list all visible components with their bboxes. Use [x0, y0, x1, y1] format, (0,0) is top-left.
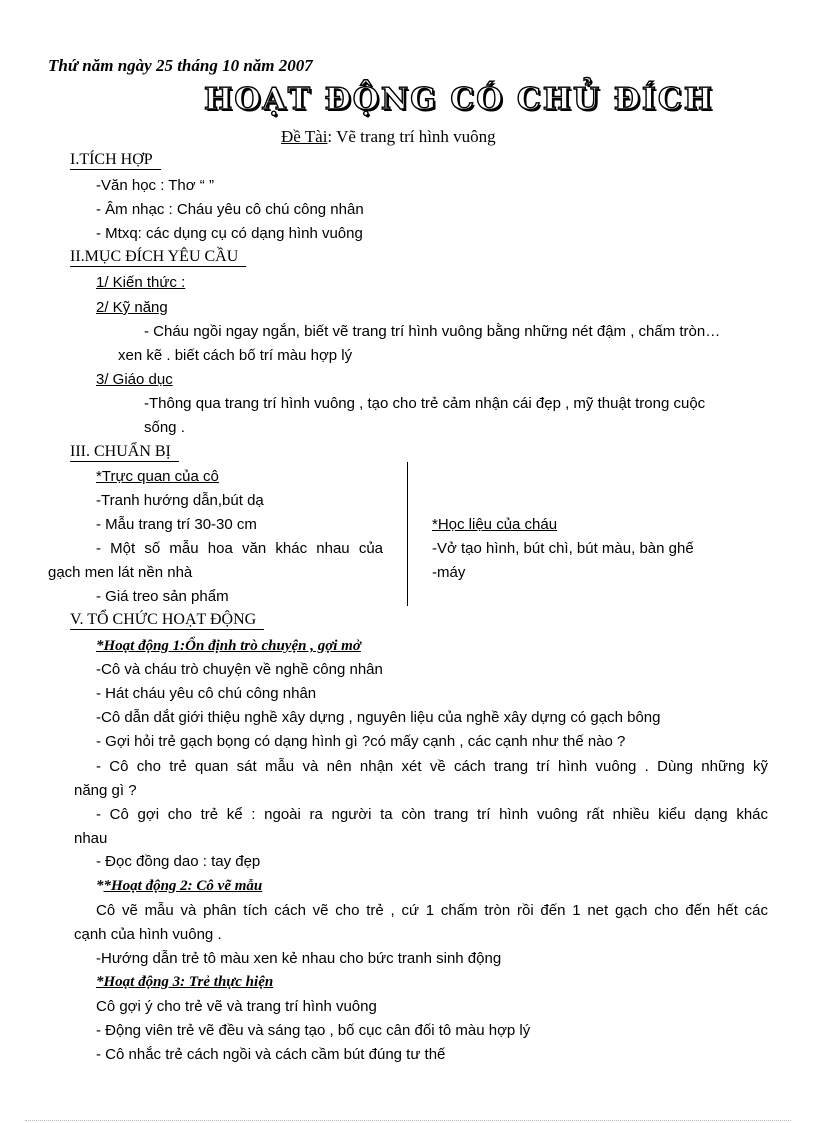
topic-label: Đề Tài	[281, 127, 328, 146]
date-line: Thứ năm ngày 25 tháng 10 năm 2007	[48, 56, 313, 75]
a1-line-5: - Cô cho trẻ quan sát mẫu và nên nhận xét về cách trang trí hình vuông . Dùng những kỹ	[96, 758, 768, 775]
activity-1-heading: *Hoạt động 1:Ổn định trò chuyện , gợi mở	[96, 638, 361, 654]
s2-skills-text-a: - Cháu ngồi ngay ngắn, biết vẽ trang trí hình vuông bằng những nét đậm , chấm tròn…	[144, 323, 721, 340]
topic-line	[281, 127, 496, 147]
s2-education-text-a: -Thông qua trang trí hình vuông , tạo cho trẻ cảm nhận cái đẹp , mỹ thuật trong cuộc	[144, 395, 706, 412]
a1-line-4: - Gợi hỏi trẻ gạch bọng có dạng hình gì ?có mấy cạnh , các cạnh như thế nào ?	[96, 733, 626, 750]
a1-line-7: - Cô gợi cho trẻ kể : ngoài ra người ta còn trang trí hình vuông rất nhiều kiểu dạng khác	[96, 806, 768, 823]
s2-education-text-b: sống .	[144, 419, 185, 436]
s3-left-item-2: - Mẫu trang trí 30-30 cm	[96, 516, 257, 533]
section-3-title: III. CHUẨN BỊ	[70, 442, 179, 462]
page-title-banner: HOẠT ĐỘNG CÓ CHỦ ĐÍCH	[204, 82, 715, 117]
s3-left-item-4: gạch men lát nền nhà	[48, 564, 193, 581]
activity-3-heading: *Hoạt động 3: Trẻ thực hiện	[96, 974, 274, 990]
s3-left-item-3: - Một số mẫu hoa văn khác nhau của	[96, 540, 383, 557]
column-divider	[407, 462, 408, 606]
section-2-title: II.MỤC ĐÍCH YÊU CẦU	[70, 247, 246, 267]
s3-left-item-1: -Tranh hướng dẫn,bút dạ	[96, 492, 264, 509]
a3-line-1: Cô gợi ý cho trẻ vẽ và trang trí hình vuông	[96, 998, 377, 1015]
page-bottom-border	[25, 1120, 791, 1121]
a1-line-6: năng gì ?	[74, 782, 137, 799]
a1-line-9: - Đọc đồng dao : tay đẹp	[96, 853, 261, 870]
section-5-title: V. TỔ CHỨC HOẠT ĐỘNG	[70, 610, 264, 630]
a1-line-1: -Cô và cháu trò chuyện về nghề công nhân	[96, 661, 383, 678]
s2-skills: 2/ Kỹ năng	[96, 299, 168, 316]
activity-2-heading: **Hoạt động 2: Cô vẽ mẫu	[96, 878, 263, 894]
a2-line-2: cạnh của hình vuông .	[74, 926, 222, 943]
s1-item-1: -Văn học : Thơ “ ”	[96, 177, 214, 194]
s3-right-item-1: -Vở tạo hình, bút chì, bút màu, bàn ghế	[432, 540, 694, 557]
a2-line-1: Cô vẽ mẫu và phân tích cách vẽ cho trẻ , cứ 1 chấm tròn rồi đến 1 net gạch cho đến hết các	[96, 902, 768, 919]
a1-line-2: - Hát cháu yêu cô chú công nhân	[96, 685, 317, 702]
a3-line-3: - Cô nhắc trẻ cách ngồi và cách cầm bút đúng tư thế	[96, 1046, 446, 1063]
a1-line-8: nhau	[74, 830, 108, 847]
a2-line-3: -Hướng dẫn trẻ tô màu xen kẻ nhau cho bức tranh sinh động	[96, 950, 502, 967]
s2-skills-text-b: xen kẽ . biết cách bố trí màu hợp lý	[118, 347, 353, 364]
a1-line-3: -Cô dẫn dắt giới thiệu nghề xây dựng , nguyên liệu của nghề xây dựng có gạch bông	[96, 709, 661, 726]
a3-line-2: - Động viên trẻ vẽ đều và sáng tạo , bố cục cân đối tô màu hợp lý	[96, 1022, 531, 1039]
s3-right-item-2: -máy	[432, 564, 466, 581]
s2-education: 3/ Giáo dục	[96, 371, 173, 388]
s3-left-heading: *Trực quan của cô	[96, 468, 219, 485]
s1-item-3: - Mtxq: các dụng cụ có dạng hình vuông	[96, 225, 363, 242]
s3-right-heading: *Học liệu của cháu	[432, 516, 558, 533]
topic-value: : Vẽ trang trí hình vuông	[327, 127, 496, 146]
s3-left-item-5: - Giá treo sản phẩm	[96, 588, 229, 605]
s1-item-2: - Âm nhạc : Cháu yêu cô chú công nhân	[96, 201, 364, 218]
section-1-title: I.TÍCH HỢP	[70, 150, 161, 170]
s2-knowledge: 1/ Kiến thức :	[96, 274, 186, 291]
